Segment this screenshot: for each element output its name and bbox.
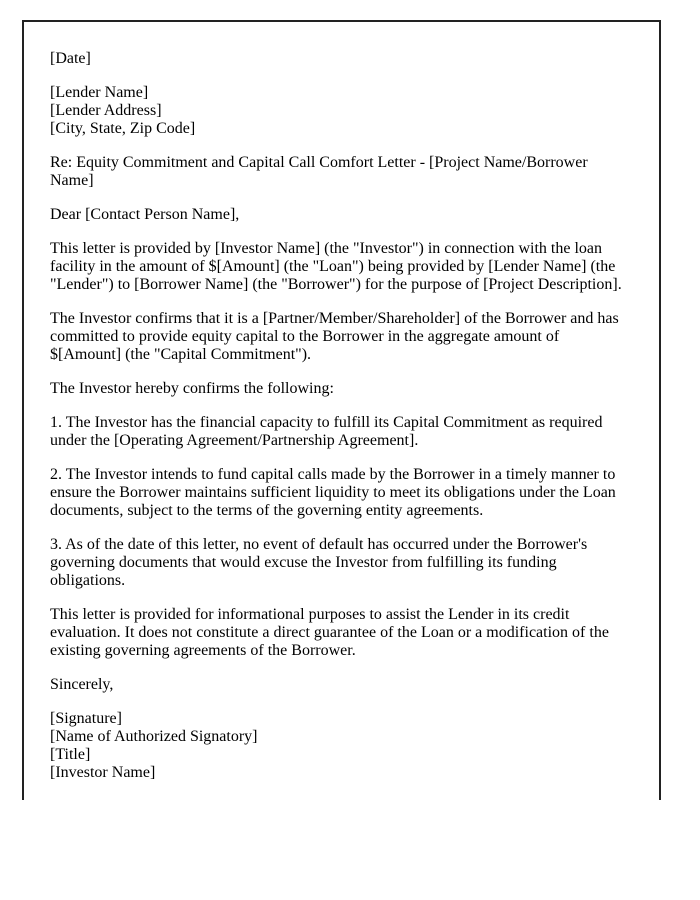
numbered-item-3: 3. As of the date of this letter, no event of default has occurred under the Borrower's governing documents that would excuse the Investor from fulfilling its funding obligations. — [50, 536, 588, 589]
signature-block — [50, 710, 631, 782]
signature-line: [Signature] — [50, 710, 122, 727]
letter-date: [Date] — [50, 50, 91, 67]
signatory-name-line: [Name of Authorized Signatory] — [50, 728, 258, 745]
salutation: Dear [Contact Person Name], — [50, 206, 240, 223]
letter-page — [22, 20, 661, 800]
commitment-paragraph: The Investor confirms that it is a [Partner/Member/Shareholder] of the Borrower and has committed to provide equity capital to the Borrower in the aggregate amount of $[Amount] (the "Capital Commitment"). — [50, 310, 619, 363]
closing-paragraph: This letter is provided for informational purposes to assist the Lender in its credit evaluation. It does not constitute a direct guarantee of the Loan or a modification of the existing governing agreements of the Borrower. — [50, 606, 609, 659]
numbered-item-1: 1. The Investor has the financial capacity to fulfill its Capital Commitment as required under the [Operating Agreement/Partnership Agreement]. — [50, 414, 603, 449]
recipient-address-block — [50, 84, 631, 138]
numbered-item-2: 2. The Investor intends to fund capital calls made by the Borrower in a timely manner to ensure the Borrower maintains sufficient liquidity to meet its obligations under the Loan documents, subject to the terms of the governing entity agreements. — [50, 466, 616, 519]
signatory-title-line: [Title] — [50, 746, 91, 763]
investor-name-line: [Investor Name] — [50, 764, 156, 781]
subject-line: Re: Equity Commitment and Capital Call Comfort Letter - [Project Name/Borrower Name] — [50, 154, 588, 189]
confirmation-lead-in: The Investor hereby confirms the following: — [50, 380, 334, 397]
valediction: Sincerely, — [50, 676, 114, 693]
recipient-city-line: [City, State, Zip Code] — [50, 120, 196, 137]
recipient-address-line: [Lender Address] — [50, 102, 162, 119]
intro-paragraph: This letter is provided by [Investor Name] (the "Investor") in connection with the loan facility in the amount of $[Amount] (the "Loan") being provided by [Lender Name] (the "Lender") to [Borrower Name] (the "Borrower") for the purpose of [Project Description]. — [50, 240, 622, 293]
recipient-name-line: [Lender Name] — [50, 84, 149, 101]
